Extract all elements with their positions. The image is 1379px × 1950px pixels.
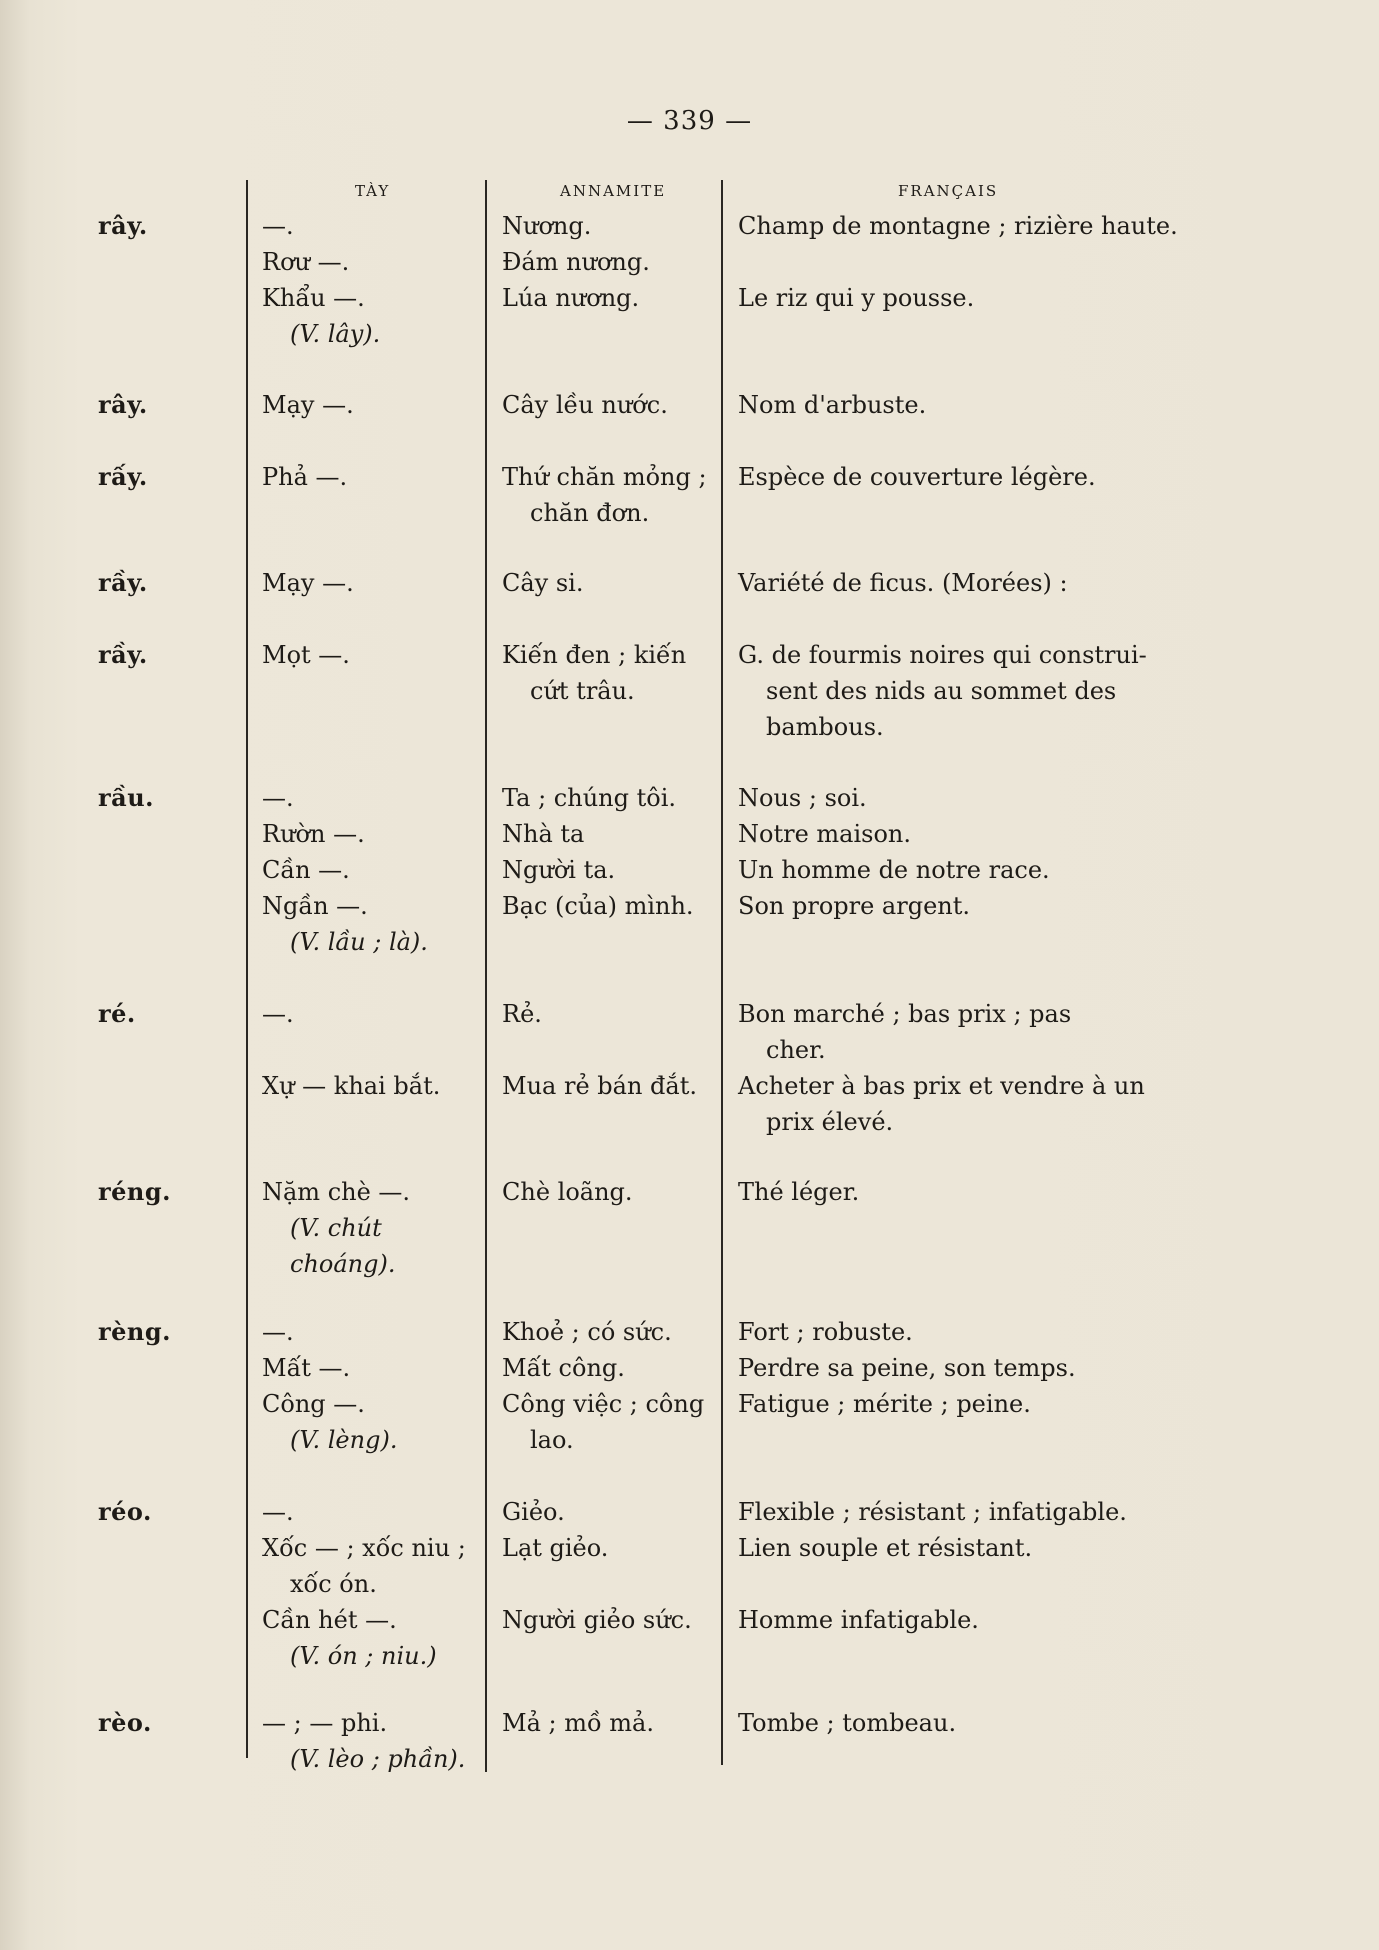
tay-line: Rơư —. [262,248,350,276]
headword: rèng. [98,1317,171,1346]
annamite-line: Ta ; chúng tôi. [502,784,676,812]
annamite-line: Cây si. [502,569,584,597]
annamite-line: Người ta. [502,856,616,884]
tay-line: Mất —. [262,1354,351,1382]
francais-line [738,1566,1178,1602]
tay-line: Khẩu —. [262,284,365,312]
column-header-tay: TÀY [355,182,391,200]
annamite-line: lao. [530,1426,574,1454]
annamite-column [502,996,717,1104]
francais-line: prix élevé. [766,1108,894,1136]
tay-column [262,1314,477,1458]
francais-column [738,1314,1178,1422]
francais-line [738,244,1178,280]
annamite-line: Cây lều nước. [502,391,668,419]
tay-column [262,637,477,673]
tay-line: Công —. [262,1390,365,1418]
annamite-column [502,1314,717,1458]
annamite-line: Rẻ. [502,1000,542,1028]
francais-line: Flexible ; résistant ; infatigable. [738,1498,1127,1526]
tay-column [262,565,477,601]
annamite-column [502,637,717,709]
headword: réng. [98,1177,171,1206]
headword: ré. [98,999,136,1028]
column-rule-2 [485,180,487,1772]
francais-line: Son propre argent. [738,892,971,920]
tay-line: —. [262,1318,294,1346]
francais-line: bambous. [766,713,884,741]
annamite-line: Công việc ; công [502,1390,705,1418]
francais-line: Bon marché ; bas prix ; pas [738,1000,1072,1028]
francais-column [738,1494,1178,1638]
tay-line: Ngần —. [262,892,368,920]
headword: rầy. [98,568,148,597]
annamite-column [502,387,717,423]
francais-column [738,1705,1178,1741]
francais-line: Nom d'arbuste. [738,391,927,419]
francais-line: cher. [766,1036,826,1064]
annamite-line: Đám nương. [502,248,650,276]
francais-line: Fatigue ; mérite ; peine. [738,1390,1031,1418]
francais-line: Le riz qui y pousse. [738,284,975,312]
headword: réo. [98,1497,152,1526]
tay-line: Mạy —. [262,569,354,597]
tay-reference: (V. lây). [290,320,381,348]
column-header-francais: FRANÇAIS [898,182,999,200]
annamite-line: Giẻo. [502,1498,565,1526]
tay-line: Cần hét —. [262,1606,397,1634]
francais-column [738,565,1178,601]
headword: rầy. [98,640,148,669]
tay-line: Mọt —. [262,641,350,669]
annamite-line: Lạt giẻo. [502,1534,609,1562]
annamite-column [502,1174,717,1210]
francais-column [738,780,1178,924]
tay-reference: choáng). [290,1250,396,1278]
tay-line: Cần —. [262,856,350,884]
francais-line: Espèce de couverture légère. [738,463,1096,491]
annamite-line [502,1032,717,1068]
francais-line: Thé léger. [738,1178,860,1206]
tay-line: —. [262,212,294,240]
tay-line: Xự — khai bắt. [262,1072,441,1100]
headword: rây. [98,211,148,240]
annamite-line: Chè loãng. [502,1178,633,1206]
francais-column [738,996,1178,1140]
tay-column [262,1174,477,1282]
annamite-line: Kiến đen ; kiến [502,641,687,669]
annamite-line: Nhà ta [502,820,585,848]
francais-column [738,208,1178,316]
column-rule-1 [246,180,248,1758]
annamite-line: Thứ chăn mỏng ; [502,463,707,491]
annamite-line: Mả ; mồ mả. [502,1709,654,1737]
tay-line: Mạy —. [262,391,354,419]
tay-column [262,780,477,960]
annamite-line: Người giẻo sức. [502,1606,692,1634]
annamite-line: Lúa nương. [502,284,640,312]
column-rule-3 [721,180,723,1765]
tay-line: —. [262,1498,294,1526]
annamite-line: Bạc (của) mình. [502,892,694,920]
annamite-line: Khoẻ ; có sức. [502,1318,672,1346]
tay-line [262,1032,477,1068]
francais-line: Fort ; robuste. [738,1318,913,1346]
tay-reference: (V. ón ; niu.) [290,1642,437,1670]
francais-line: Nous ; soi. [738,784,867,812]
francais-line: sent des nids au sommet des [766,677,1117,705]
page-number: — 339 — [626,106,753,136]
tay-column [262,1705,477,1777]
francais-line: Notre maison. [738,820,911,848]
francais-column [738,459,1178,495]
tay-line: Rườn —. [262,820,365,848]
headword: rèo. [98,1708,152,1737]
annamite-column [502,459,717,531]
tay-column [262,208,477,352]
tay-line: Nặm chè —. [262,1178,411,1206]
tay-line: Xốc — ; xốc niu ; [262,1534,466,1562]
francais-line: Acheter à bas prix et vendre à un [738,1072,1145,1100]
tay-reference: (V. chút [290,1214,382,1242]
tay-line: Phả —. [262,463,348,491]
francais-column [738,1174,1178,1210]
francais-column [738,387,1178,423]
annamite-line: cứt trâu. [530,677,635,705]
annamite-column [502,1705,717,1741]
annamite-line: Nương. [502,212,592,240]
headword: rây. [98,390,148,419]
tay-line: — ; — phi. [262,1709,388,1737]
tay-column [262,387,477,423]
tay-reference: (V. lầu ; là). [290,928,428,956]
francais-line: G. de fourmis noires qui construi- [738,641,1147,669]
annamite-line: Mất công. [502,1354,625,1382]
tay-line: —. [262,784,294,812]
column-header-annamite: ANNAMITE [560,182,667,200]
tay-line: —. [262,1000,294,1028]
tay-reference: (V. lèo ; phần). [290,1745,466,1773]
annamite-column [502,565,717,601]
headword: rấy. [98,462,148,491]
tay-column [262,459,477,495]
tay-column [262,996,477,1104]
annamite-line: chăn đơn. [530,499,650,527]
headword: rầu. [98,783,154,812]
francais-line: Un homme de notre race. [738,856,1050,884]
annamite-line: Mua rẻ bán đắt. [502,1072,697,1100]
francais-line: Champ de montagne ; rizière haute. [738,212,1178,240]
francais-line: Homme infatigable. [738,1606,979,1634]
annamite-line [502,1566,717,1602]
francais-line: Variété de ficus. (Morées) : [738,569,1068,597]
tay-column [262,1494,477,1674]
tay-reference: (V. lèng). [290,1426,398,1454]
annamite-column [502,1494,717,1638]
annamite-column [502,780,717,924]
annamite-column [502,208,717,316]
francais-line: Lien souple et résistant. [738,1534,1033,1562]
francais-line: Perdre sa peine, son temps. [738,1354,1076,1382]
francais-column [738,637,1178,745]
tay-line: xốc ón. [290,1570,377,1598]
francais-line: Tombe ; tombeau. [738,1709,957,1737]
